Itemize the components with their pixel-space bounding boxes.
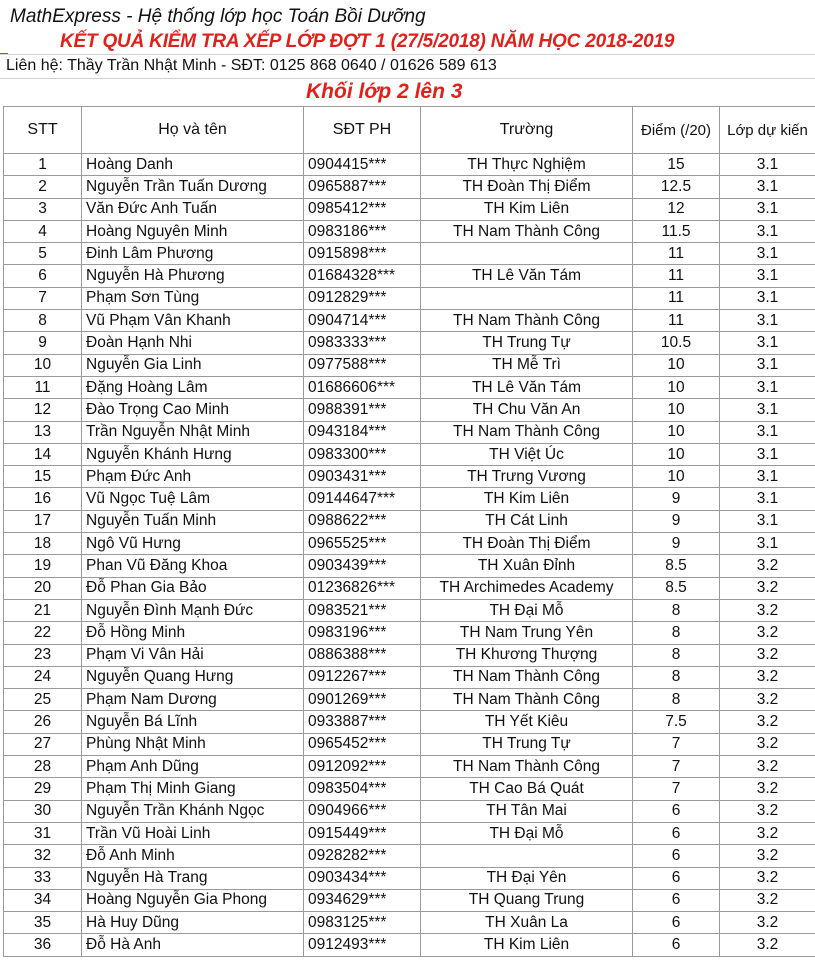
phone-cell: 0903431***	[304, 466, 421, 488]
column-header-phone: SĐT PH	[304, 107, 421, 154]
class-cell: 3.1	[720, 399, 815, 421]
score-cell: 10	[633, 443, 720, 465]
table-row	[4, 867, 815, 889]
name-cell: Phạm Thị Minh Giang	[82, 778, 304, 800]
name-cell: Phạm Sơn Tùng	[82, 287, 304, 309]
stt-cell: 19	[4, 555, 82, 577]
phone-cell: 0928282***	[304, 845, 421, 867]
gridline	[0, 54, 815, 55]
table-row	[4, 243, 815, 265]
score-cell: 12.5	[633, 176, 720, 198]
name-cell: Nguyễn Bá Lĩnh	[82, 711, 304, 733]
table-row	[4, 287, 815, 309]
stt-cell: 16	[4, 488, 82, 510]
phone-cell: 0904966***	[304, 800, 421, 822]
class-cell: 3.1	[720, 332, 815, 354]
phone-cell: 0915898***	[304, 243, 421, 265]
score-cell: 10	[633, 466, 720, 488]
score-cell: 6	[633, 889, 720, 911]
stt-cell: 12	[4, 399, 82, 421]
school-cell: TH Mễ Trì	[421, 354, 633, 376]
phone-cell: 0901269***	[304, 689, 421, 711]
phone-cell: 0983186***	[304, 220, 421, 242]
class-cell: 3.1	[720, 488, 815, 510]
class-cell: 3.1	[720, 310, 815, 332]
column-header-stt: STT	[4, 107, 82, 154]
class-cell: 3.2	[720, 711, 815, 733]
name-cell: Hoàng Nguyễn Gia Phong	[82, 889, 304, 911]
name-cell: Đỗ Anh Minh	[82, 845, 304, 867]
class-cell: 3.1	[720, 376, 815, 398]
score-cell: 11	[633, 310, 720, 332]
school-cell: TH Đại Yên	[421, 867, 633, 889]
name-cell: Đinh Lâm Phương	[82, 243, 304, 265]
table-row	[4, 376, 815, 398]
table-row	[4, 332, 815, 354]
stt-cell: 9	[4, 332, 82, 354]
school-cell: TH Kim Liên	[421, 198, 633, 220]
table-row	[4, 421, 815, 443]
class-cell: 3.2	[720, 867, 815, 889]
name-cell: Ngô Vũ Hưng	[82, 533, 304, 555]
stt-cell: 31	[4, 822, 82, 844]
table-row	[4, 622, 815, 644]
class-cell: 3.2	[720, 845, 815, 867]
phone-cell: 0985412***	[304, 198, 421, 220]
table-row	[4, 154, 815, 176]
table-row	[4, 644, 815, 666]
school-cell: TH Yết Kiêu	[421, 711, 633, 733]
gridline	[0, 78, 815, 79]
contact-info: Liên hệ: Thầy Trần Nhật Minh - SĐT: 0125 868 0640 / 01626 589 613	[6, 57, 497, 74]
stt-cell: 5	[4, 243, 82, 265]
stt-cell: 32	[4, 845, 82, 867]
report-title: KẾT QUẢ KIỂM TRA XẾP LỚP ĐỢT 1 (27/5/2018) NĂM HỌC 2018-2019	[60, 31, 675, 52]
score-cell: 8.5	[633, 577, 720, 599]
stt-cell: 20	[4, 577, 82, 599]
score-cell: 11.5	[633, 220, 720, 242]
table-row	[4, 934, 815, 956]
name-cell: Đỗ Hà Anh	[82, 934, 304, 956]
phone-cell: 0915449***	[304, 822, 421, 844]
name-cell: Đỗ Hồng Minh	[82, 622, 304, 644]
name-cell: Nguyễn Hà Phương	[82, 265, 304, 287]
score-cell: 7	[633, 733, 720, 755]
stt-cell: 24	[4, 666, 82, 688]
score-cell: 11	[633, 265, 720, 287]
name-cell: Trần Vũ Hoài Linh	[82, 822, 304, 844]
table-row	[4, 510, 815, 532]
school-cell: TH Việt Úc	[421, 443, 633, 465]
name-cell: Nguyễn Tuấn Minh	[82, 510, 304, 532]
school-cell: TH Nam Thành Công	[421, 220, 633, 242]
phone-cell: 0965452***	[304, 733, 421, 755]
class-cell: 3.2	[720, 822, 815, 844]
stt-cell: 6	[4, 265, 82, 287]
class-cell: 3.2	[720, 644, 815, 666]
phone-cell: 0965887***	[304, 176, 421, 198]
stt-cell: 23	[4, 644, 82, 666]
score-cell: 8	[633, 599, 720, 621]
stt-cell: 28	[4, 756, 82, 778]
phone-cell: 0886388***	[304, 644, 421, 666]
phone-cell: 0912493***	[304, 934, 421, 956]
column-header-score: Điểm (/20)	[633, 107, 720, 154]
table-row	[4, 912, 815, 934]
table-row	[4, 800, 815, 822]
name-cell: Vũ Phạm Vân Khanh	[82, 310, 304, 332]
stt-cell: 22	[4, 622, 82, 644]
stt-cell: 3	[4, 198, 82, 220]
phone-cell: 0983300***	[304, 443, 421, 465]
class-cell: 3.2	[720, 555, 815, 577]
school-cell: TH Chu Văn An	[421, 399, 633, 421]
score-cell: 7	[633, 756, 720, 778]
school-cell: TH Tân Mai	[421, 800, 633, 822]
class-cell: 3.2	[720, 577, 815, 599]
table-row	[4, 599, 815, 621]
score-cell: 10	[633, 399, 720, 421]
name-cell: Phạm Anh Dũng	[82, 756, 304, 778]
school-cell: TH Quang Trung	[421, 889, 633, 911]
table-row	[4, 220, 815, 242]
school-cell: TH Nam Thành Công	[421, 756, 633, 778]
name-cell: Vũ Ngọc Tuệ Lâm	[82, 488, 304, 510]
school-cell: TH Đại Mỗ	[421, 822, 633, 844]
table-row	[4, 443, 815, 465]
class-cell: 3.2	[720, 778, 815, 800]
table-row	[4, 354, 815, 376]
class-cell: 3.2	[720, 756, 815, 778]
score-cell: 6	[633, 934, 720, 956]
school-cell	[421, 287, 633, 309]
score-cell: 7	[633, 778, 720, 800]
phone-cell: 0983521***	[304, 599, 421, 621]
school-cell: TH Đoàn Thị Điểm	[421, 176, 633, 198]
class-cell: 3.1	[720, 176, 815, 198]
table-row	[4, 889, 815, 911]
phone-cell: 0988391***	[304, 399, 421, 421]
table-row	[4, 822, 815, 844]
name-cell: Phùng Nhật Minh	[82, 733, 304, 755]
score-cell: 15	[633, 154, 720, 176]
score-cell: 10	[633, 376, 720, 398]
score-cell: 7.5	[633, 711, 720, 733]
school-cell: TH Cao Bá Quát	[421, 778, 633, 800]
stt-cell: 7	[4, 287, 82, 309]
school-cell: TH Nam Thành Công	[421, 689, 633, 711]
class-cell: 3.1	[720, 466, 815, 488]
school-cell: TH Trung Tự	[421, 332, 633, 354]
phone-cell: 01686606***	[304, 376, 421, 398]
class-cell: 3.2	[720, 800, 815, 822]
phone-cell: 0977588***	[304, 354, 421, 376]
name-cell: Hà Huy Dũng	[82, 912, 304, 934]
name-cell: Hoàng Nguyên Minh	[82, 220, 304, 242]
name-cell: Nguyễn Hà Trang	[82, 867, 304, 889]
score-cell: 8	[633, 666, 720, 688]
table-row	[4, 778, 815, 800]
phone-cell: 0933887***	[304, 711, 421, 733]
system-title: MathExpress - Hệ thống lớp học Toán Bồi Dưỡng	[10, 6, 426, 27]
column-header-name: Họ và tên	[82, 107, 304, 154]
column-header-class: Lớp dự kiến	[720, 107, 815, 154]
score-cell: 6	[633, 822, 720, 844]
stt-cell: 36	[4, 934, 82, 956]
school-cell: TH Cát Linh	[421, 510, 633, 532]
score-cell: 9	[633, 533, 720, 555]
school-cell: TH Kim Liên	[421, 934, 633, 956]
class-cell: 3.2	[720, 666, 815, 688]
stt-cell: 1	[4, 154, 82, 176]
score-cell: 10	[633, 354, 720, 376]
school-cell: TH Nam Trung Yên	[421, 622, 633, 644]
table-row	[4, 399, 815, 421]
phone-cell: 0912267***	[304, 666, 421, 688]
stt-cell: 27	[4, 733, 82, 755]
name-cell: Văn Đức Anh Tuấn	[82, 198, 304, 220]
class-cell: 3.1	[720, 443, 815, 465]
name-cell: Nguyễn Gia Linh	[82, 354, 304, 376]
school-cell: TH Xuân Đỉnh	[421, 555, 633, 577]
stt-cell: 30	[4, 800, 82, 822]
school-cell: TH Trung Tự	[421, 733, 633, 755]
school-cell: TH Nam Thành Công	[421, 421, 633, 443]
class-cell: 3.2	[720, 934, 815, 956]
phone-cell: 0983504***	[304, 778, 421, 800]
phone-cell: 01236826***	[304, 577, 421, 599]
school-cell: TH Đoàn Thị Điểm	[421, 533, 633, 555]
name-cell: Nguyễn Trần Khánh Ngọc	[82, 800, 304, 822]
table-row	[4, 198, 815, 220]
class-cell: 3.1	[720, 265, 815, 287]
stt-cell: 11	[4, 376, 82, 398]
name-cell: Đào Trọng Cao Minh	[82, 399, 304, 421]
class-cell: 3.1	[720, 198, 815, 220]
phone-cell: 0912829***	[304, 287, 421, 309]
table-body	[4, 154, 815, 957]
table-row	[4, 666, 815, 688]
score-cell: 8	[633, 622, 720, 644]
column-header-school: Trường	[421, 107, 633, 154]
table-row	[4, 733, 815, 755]
stt-cell: 25	[4, 689, 82, 711]
score-cell: 6	[633, 800, 720, 822]
stt-cell: 33	[4, 867, 82, 889]
score-cell: 9	[633, 510, 720, 532]
name-cell: Phạm Vi Vân Hải	[82, 644, 304, 666]
stt-cell: 35	[4, 912, 82, 934]
class-cell: 3.1	[720, 354, 815, 376]
phone-cell: 0965525***	[304, 533, 421, 555]
name-cell: Trần Nguyễn Nhật Minh	[82, 421, 304, 443]
table-row	[4, 689, 815, 711]
stt-cell: 14	[4, 443, 82, 465]
table-row	[4, 176, 815, 198]
stt-cell: 29	[4, 778, 82, 800]
table-row	[4, 265, 815, 287]
score-cell: 8	[633, 644, 720, 666]
school-cell: TH Lê Văn Tám	[421, 265, 633, 287]
class-cell: 3.1	[720, 533, 815, 555]
school-cell: TH Kim Liên	[421, 488, 633, 510]
table-row	[4, 756, 815, 778]
stt-cell: 34	[4, 889, 82, 911]
school-cell: TH Xuân La	[421, 912, 633, 934]
grade-title: Khối lớp 2 lên 3	[306, 80, 463, 103]
school-cell: TH Archimedes Academy	[421, 577, 633, 599]
score-cell: 6	[633, 867, 720, 889]
school-cell	[421, 845, 633, 867]
score-cell: 6	[633, 845, 720, 867]
phone-cell: 01684328***	[304, 265, 421, 287]
stt-cell: 8	[4, 310, 82, 332]
score-cell: 11	[633, 243, 720, 265]
name-cell: Hoàng Danh	[82, 154, 304, 176]
table-header-row	[4, 107, 815, 154]
table-row	[4, 845, 815, 867]
results-table	[3, 106, 815, 957]
name-cell: Đỗ Phan Gia Bảo	[82, 577, 304, 599]
class-cell: 3.2	[720, 733, 815, 755]
table-row	[4, 310, 815, 332]
school-cell	[421, 243, 633, 265]
class-cell: 3.1	[720, 220, 815, 242]
class-cell: 3.1	[720, 287, 815, 309]
stt-cell: 10	[4, 354, 82, 376]
stt-cell: 26	[4, 711, 82, 733]
stt-cell: 21	[4, 599, 82, 621]
school-cell: TH Đại Mỗ	[421, 599, 633, 621]
name-cell: Đặng Hoàng Lâm	[82, 376, 304, 398]
school-cell: TH Thực Nghiệm	[421, 154, 633, 176]
phone-cell: 0904415***	[304, 154, 421, 176]
stt-cell: 18	[4, 533, 82, 555]
name-cell: Nguyễn Trần Tuấn Dương	[82, 176, 304, 198]
score-cell: 10.5	[633, 332, 720, 354]
school-cell: TH Trưng Vương	[421, 466, 633, 488]
class-cell: 3.2	[720, 622, 815, 644]
class-cell: 3.1	[720, 243, 815, 265]
table-row	[4, 466, 815, 488]
name-cell: Đoàn Hạnh Nhi	[82, 332, 304, 354]
phone-cell: 0988622***	[304, 510, 421, 532]
school-cell: TH Lê Văn Tám	[421, 376, 633, 398]
score-cell: 9	[633, 488, 720, 510]
name-cell: Phan Vũ Đăng Khoa	[82, 555, 304, 577]
phone-cell: 09144647***	[304, 488, 421, 510]
school-cell: TH Khương Thượng	[421, 644, 633, 666]
stt-cell: 2	[4, 176, 82, 198]
score-cell: 8.5	[633, 555, 720, 577]
table-row	[4, 533, 815, 555]
stt-cell: 15	[4, 466, 82, 488]
score-cell: 10	[633, 421, 720, 443]
score-cell: 12	[633, 198, 720, 220]
score-cell: 8	[633, 689, 720, 711]
school-cell: TH Nam Thành Công	[421, 666, 633, 688]
score-cell: 11	[633, 287, 720, 309]
class-cell: 3.1	[720, 510, 815, 532]
name-cell: Nguyễn Quang Hưng	[82, 666, 304, 688]
name-cell: Phạm Đức Anh	[82, 466, 304, 488]
class-cell: 3.2	[720, 889, 815, 911]
phone-cell: 0983333***	[304, 332, 421, 354]
table-row	[4, 711, 815, 733]
table-row	[4, 577, 815, 599]
stt-cell: 13	[4, 421, 82, 443]
name-cell: Phạm Nam Dương	[82, 689, 304, 711]
name-cell: Nguyễn Khánh Hưng	[82, 443, 304, 465]
class-cell: 3.2	[720, 599, 815, 621]
phone-cell: 0983196***	[304, 622, 421, 644]
score-cell: 6	[633, 912, 720, 934]
stt-cell: 17	[4, 510, 82, 532]
stt-cell: 4	[4, 220, 82, 242]
phone-cell: 0903439***	[304, 555, 421, 577]
class-cell: 3.2	[720, 912, 815, 934]
phone-cell: 0903434***	[304, 867, 421, 889]
phone-cell: 0912092***	[304, 756, 421, 778]
school-cell: TH Nam Thành Công	[421, 310, 633, 332]
phone-cell: 0934629***	[304, 889, 421, 911]
class-cell: 3.2	[720, 689, 815, 711]
phone-cell: 0943184***	[304, 421, 421, 443]
phone-cell: 0983125***	[304, 912, 421, 934]
class-cell: 3.1	[720, 154, 815, 176]
name-cell: Nguyễn Đình Mạnh Đức	[82, 599, 304, 621]
class-cell: 3.1	[720, 421, 815, 443]
phone-cell: 0904714***	[304, 310, 421, 332]
table-row	[4, 555, 815, 577]
table-row	[4, 488, 815, 510]
